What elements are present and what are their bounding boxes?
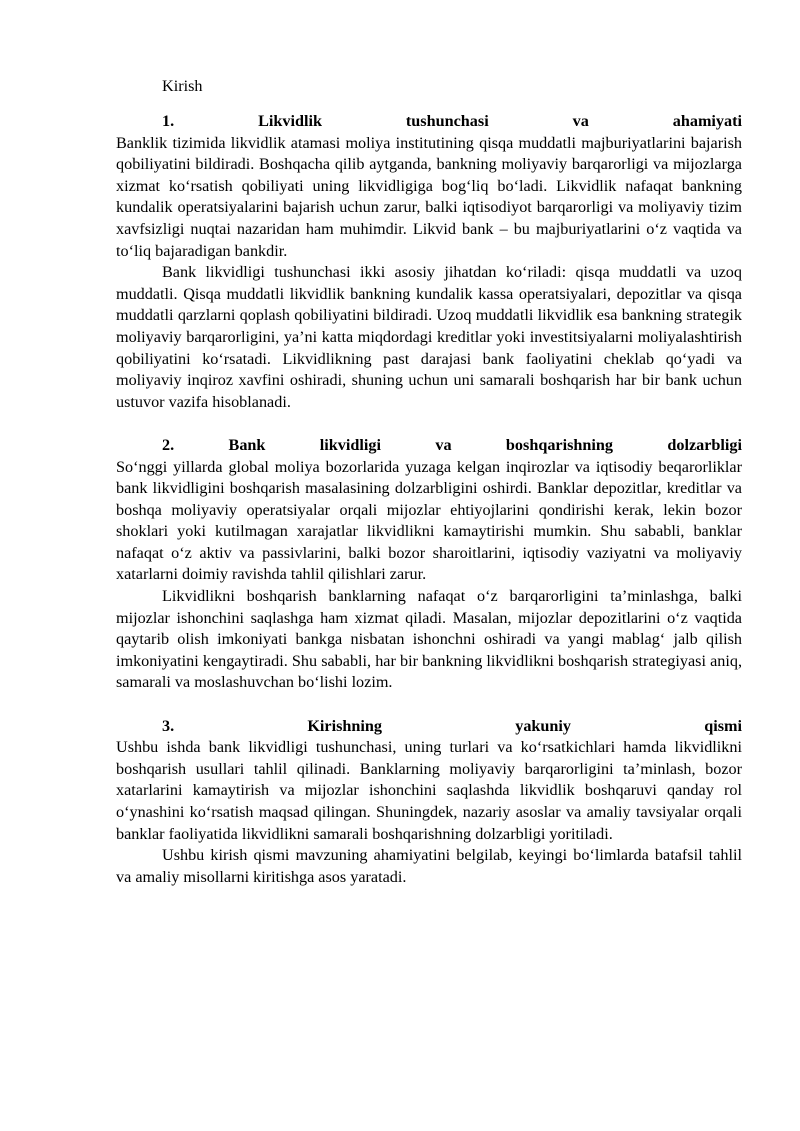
heading-word: Bank (228, 435, 266, 454)
section-3 (116, 716, 742, 889)
intro-title: Kirish (162, 77, 203, 95)
section-number: 2. (162, 435, 175, 454)
paragraph: Ushbu ishda bank likvidligi tushunchasi, uning turlari va ko‘rsatkichlari hamda likvidlikni boshqarish usullari tahlil qilinadi. Banklarning moliyaviy barqarorligini ta’minlash, bozor xatarlarini kamaytirish va mijozlar ishonchini saqlashda likvidlik boshqaruvi qanday rol o‘ynashini ko‘rsatish maqsad qilingan. Shuningdek, nazariy asoslar va amaliy tavsiyalar orqali banklar faoliyatida likvidlikni samarali boshqarishning dolzarbligi yoritiladi. (116, 738, 742, 843)
paragraph: So‘nggi yillarda global moliya bozorlarida yuzaga kelgan inqirozlar va iqtisodiy beqarorliklar bank likvidligini boshqarish masalasining dolzarbligini oshirdi. Banklar depozitlar, kreditlar va boshqa moliyaviy operatsiyalar orqali mijozlar ehtiyojlarini qondirishi kerak, lekin bozor shoklari yoki kutilmagan xarajatlar likvidlikni kamaytirishi mumkin. Shu sababli, banklar nafaqat o‘z aktiv va passivlarini, balki bozor sharoitlarini, iqtisodiy vaziyatni va moliyaviy xatarlarni doimiy ravishda tahlil qilishlari zarur. (116, 457, 742, 584)
paragraph: Banklik tizimida likvidlik atamasi moliya institutining qisqa muddatli majburiyatlarini bajarish qobiliyatini bildiradi. Boshqacha qilib aytganda, bankning moliyaviy barqarorligi va mijozlarga xizmat ko‘rsatish qobiliyati uning likvidligiga bog‘liq bo‘ladi. Likvidlik nafaqat bankning kundalik operatsiyalarini bajarish uchun zarur, balki iqtisodiyot barqarorligi va moliyaviy tizim xavfsizligi nuqtai nazaridan ham muhimdir. Likvid bank – bu majburiyatlarini o‘z vaqtida va to‘liq bajaradigan bankdir. (116, 133, 742, 260)
heading-word: qismi (704, 716, 743, 735)
heading-word: tushunchasi (405, 112, 489, 130)
paragraph: Likvidlikni boshqarish banklarning nafaqat o‘z barqarorligini ta’minlashga, balki mijozlar ishonchini saqlashga ham xizmat qiladi. Masalan, mijozlar depozitlarini o‘z vaqtida qaytarib olish imkoniyati bankga nisbatan ishonchni oshiradi va yangi mablag‘ jalb qilish imkoniyatini kengaytiradi. Shu sababli, har bir bankning likvidlikni boshqarish strategiyasi aniq, samarali va moslashuvchan bo‘lishi lozim. (116, 587, 742, 692)
section-heading (116, 111, 742, 133)
heading-word: Likvidlik (258, 112, 322, 130)
section-2 (116, 435, 742, 694)
heading-word: yakuniy (515, 716, 572, 735)
heading-word: dolzarbligi (667, 435, 743, 454)
section-heading (116, 435, 742, 457)
heading-word: va (435, 435, 452, 454)
paragraph: Bank likvidligi tushunchasi ikki asosiy jihatdan ko‘riladi: qisqa muddatli va uzoq muddatli. Qisqa muddatli likvidlik bankning kundalik kassa operatsiyalari, depozitlar va qisqa muddatli qarzlarni qoplash qobiliyatini bildiradi. Uzoq muddatli likvidlik esa bankning strategik moliyaviy barqarorligini, ya’ni katta miqdordagi kreditlar yoki investitsiyalarni moliyalashtirish qobiliyatini ko‘rsatadi. Likvidlikning past darajasi bank faoliyatini cheklab qo‘yadi va moliyaviy inqiroz xavfini oshiradi, shuning uchun uni samarali boshqarish har bir bank uchun ustuvor vazifa hisoblanadi. (116, 263, 742, 411)
document-body (116, 74, 742, 888)
heading-word: ahamiyati (672, 112, 742, 130)
section-1 (116, 111, 742, 413)
paragraph: Ushbu kirish qismi mavzuning ahamiyatini belgilab, keyingi bo‘limlarda batafsil tahlil va amaliy misollarni kiritishga asos yaratadi. (116, 846, 742, 886)
heading-word: boshqarishning (505, 435, 613, 454)
heading-word: Kirishning (307, 716, 383, 735)
section-heading (116, 716, 742, 738)
heading-word: va (572, 112, 589, 130)
section-number: 3. (162, 716, 175, 735)
heading-word: likvidligi (319, 435, 381, 454)
section-number: 1. (162, 112, 175, 130)
